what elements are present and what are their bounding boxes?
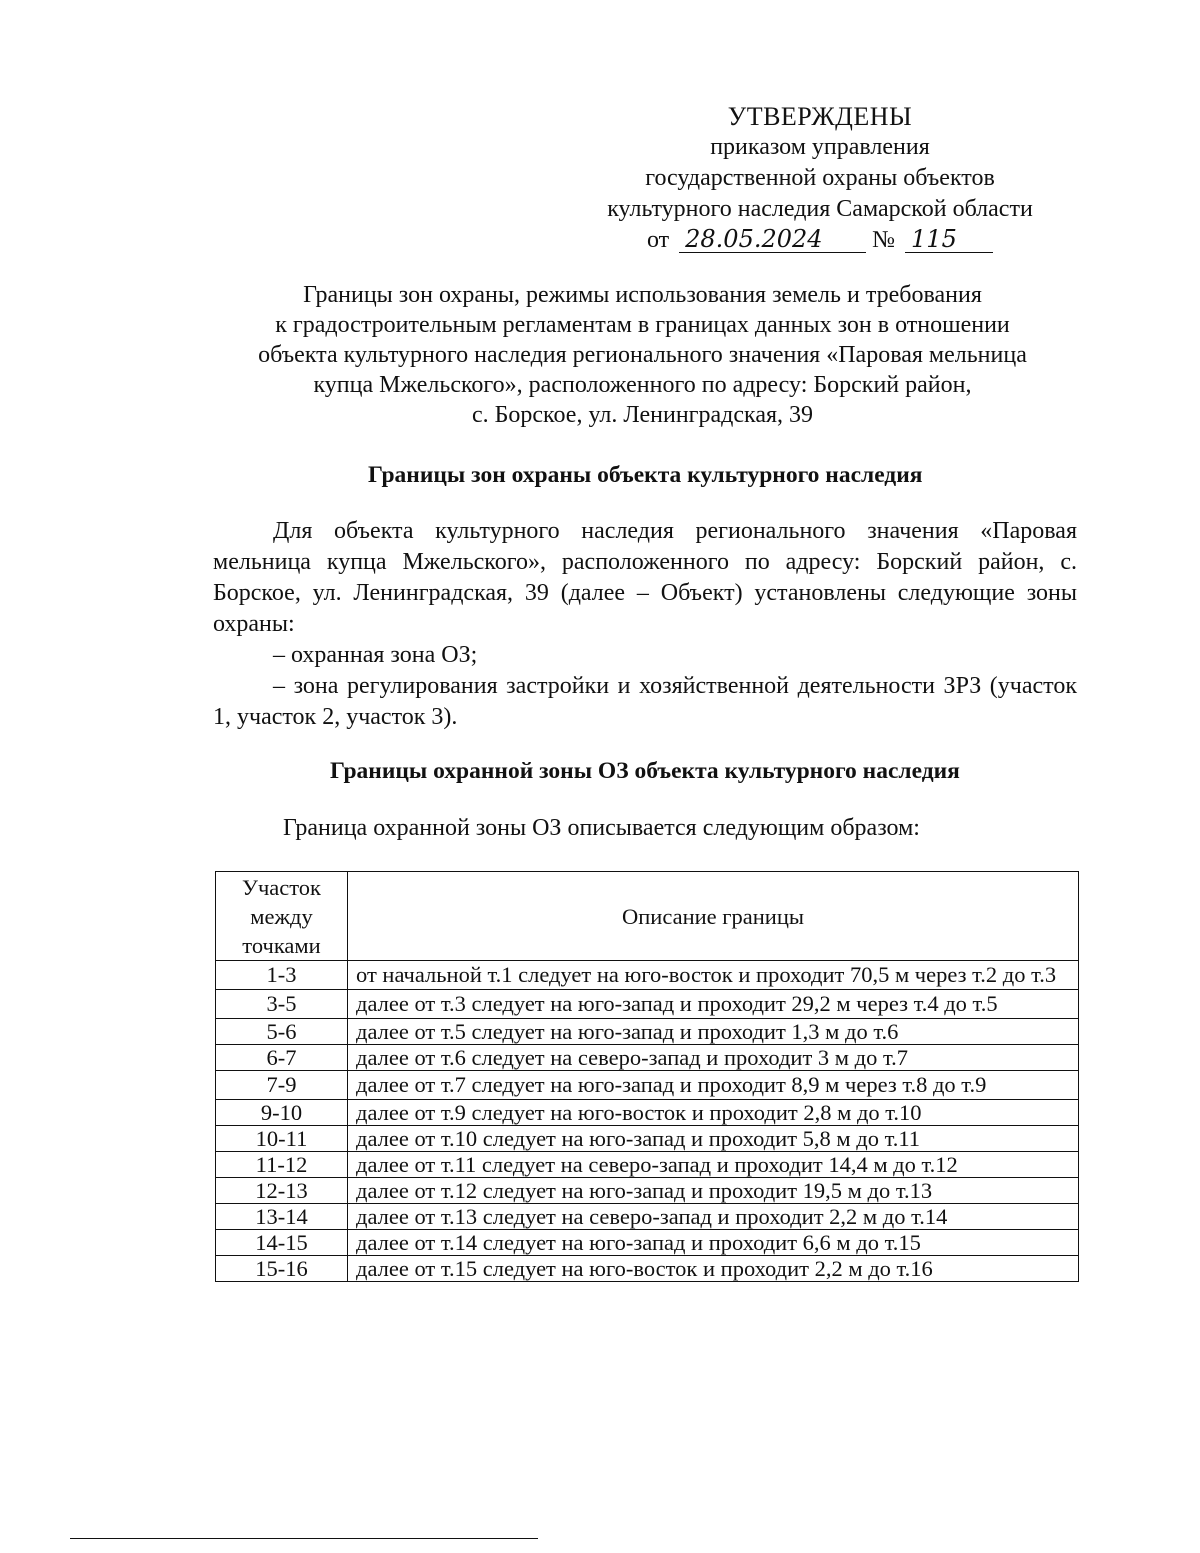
approval-block	[560, 101, 1080, 256]
segment-cell: 5-6	[216, 1019, 348, 1045]
segment-cell: 10-11	[216, 1126, 348, 1152]
approval-line-2: государственной охраны объектов	[645, 165, 995, 191]
segment-cell: 15-16	[216, 1256, 348, 1282]
handwritten-number: 115	[905, 226, 993, 253]
table-header-row	[216, 872, 1079, 961]
approval-line-1: приказом управления	[710, 134, 930, 160]
number-prefix: №	[872, 227, 896, 253]
section-heading-protection-zones: Границы зон охраны объекта культурного наследия	[368, 462, 923, 488]
title-line-3: объекта культурного наследия регионального значения «Паровая мельница	[258, 342, 1027, 368]
table-row	[216, 990, 1079, 1019]
description-cell: далее от т.14 следует на юго-запад и проходит 6,6 м до т.15	[348, 1230, 1079, 1256]
description-cell: далее от т.13 следует на северо-запад и проходит 2,2 м до т.14	[348, 1204, 1079, 1230]
title-line-4: купца Мжельского», расположенного по адресу: Борский район,	[313, 372, 972, 398]
table-row	[216, 961, 1079, 990]
segment-cell: 11-12	[216, 1152, 348, 1178]
approval-line-3: культурного наследия Самарской области	[607, 196, 1033, 222]
segment-cell: 14-15	[216, 1230, 348, 1256]
description-cell: далее от т.9 следует на юго-восток и проходит 2,8 м до т.10	[348, 1100, 1079, 1126]
header-description: Описание границы	[348, 872, 1079, 961]
description-cell: далее от т.3 следует на юго-запад и проходит 29,2 м через т.4 до т.5	[348, 990, 1079, 1019]
header-segment-line: Участок	[242, 874, 321, 900]
segment-cell: 3-5	[216, 990, 348, 1019]
description-cell: далее от т.6 следует на северо-запад и проходит 3 м до т.7	[348, 1045, 1079, 1071]
table-row	[216, 1256, 1079, 1282]
footnote-divider	[70, 1538, 538, 1539]
header-segment-line: между	[250, 903, 313, 929]
title-line-2: к градостроительным регламентам в границах данных зон в отношении	[275, 312, 1010, 338]
description-cell: далее от т.12 следует на юго-запад и проходит 19,5 м до т.13	[348, 1178, 1079, 1204]
description-cell: далее от т.7 следует на юго-запад и проходит 8,9 м через т.8 до т.9	[348, 1071, 1079, 1100]
handwritten-date: 28.05.2024	[679, 226, 866, 253]
table-row	[216, 1100, 1079, 1126]
table-row	[216, 1204, 1079, 1230]
description-cell: далее от т.5 следует на юго-запад и проходит 1,3 м до т.6	[348, 1019, 1079, 1045]
description-cell: далее от т.15 следует на юго-восток и проходит 2,2 м до т.16	[348, 1256, 1079, 1282]
table-row	[216, 1126, 1079, 1152]
table-row	[216, 1045, 1079, 1071]
list-item: – зона регулирования застройки и хозяйственной деятельности ЗРЗ (участок 1, участок 2, участок 3).	[213, 673, 1077, 730]
body-paragraph: Для объекта культурного наследия регионального значения «Паровая мельница купца Мжельского», расположенного по адресу: Борский район, с. Борское, ул. Ленинградская, 39 (далее – Объект) установлены следующие зоны охраны:	[213, 518, 1077, 637]
table-intro: Граница охранной зоны ОЗ описывается следующим образом:	[283, 815, 920, 841]
table-row	[216, 1178, 1079, 1204]
date-prefix: от	[646, 227, 670, 253]
document-title	[200, 280, 1085, 430]
table-row	[216, 1152, 1079, 1178]
boundary-table	[215, 871, 1079, 1282]
table-row	[216, 1019, 1079, 1045]
description-cell: далее от т.10 следует на юго-запад и проходит 5,8 м до т.11	[348, 1126, 1079, 1152]
section-body	[213, 516, 1077, 733]
segment-cell: 6-7	[216, 1045, 348, 1071]
table-row	[216, 1071, 1079, 1100]
header-segment	[216, 872, 348, 961]
table-row	[216, 1230, 1079, 1256]
section-heading-oz-zone: Границы охранной зоны ОЗ объекта культурного наследия	[330, 758, 960, 784]
approval-date-line	[560, 225, 1080, 256]
list-item: – охранная зона ОЗ;	[273, 642, 478, 668]
title-line-5: с. Борское, ул. Ленинградская, 39	[471, 402, 814, 428]
approval-heading: УТВЕРЖДЕНЫ	[727, 102, 913, 131]
title-line-1: Границы зон охраны, режимы использования земель и требования	[303, 282, 982, 308]
header-segment-line: точками	[242, 932, 321, 958]
segment-cell: 1-3	[216, 961, 348, 990]
description-cell: от начальной т.1 следует на юго-восток и проходит 70,5 м через т.2 до т.3	[348, 961, 1079, 990]
segment-cell: 12-13	[216, 1178, 348, 1204]
segment-cell: 9-10	[216, 1100, 348, 1126]
description-cell: далее от т.11 следует на северо-запад и проходит 14,4 м до т.12	[348, 1152, 1079, 1178]
segment-cell: 7-9	[216, 1071, 348, 1100]
segment-cell: 13-14	[216, 1204, 348, 1230]
